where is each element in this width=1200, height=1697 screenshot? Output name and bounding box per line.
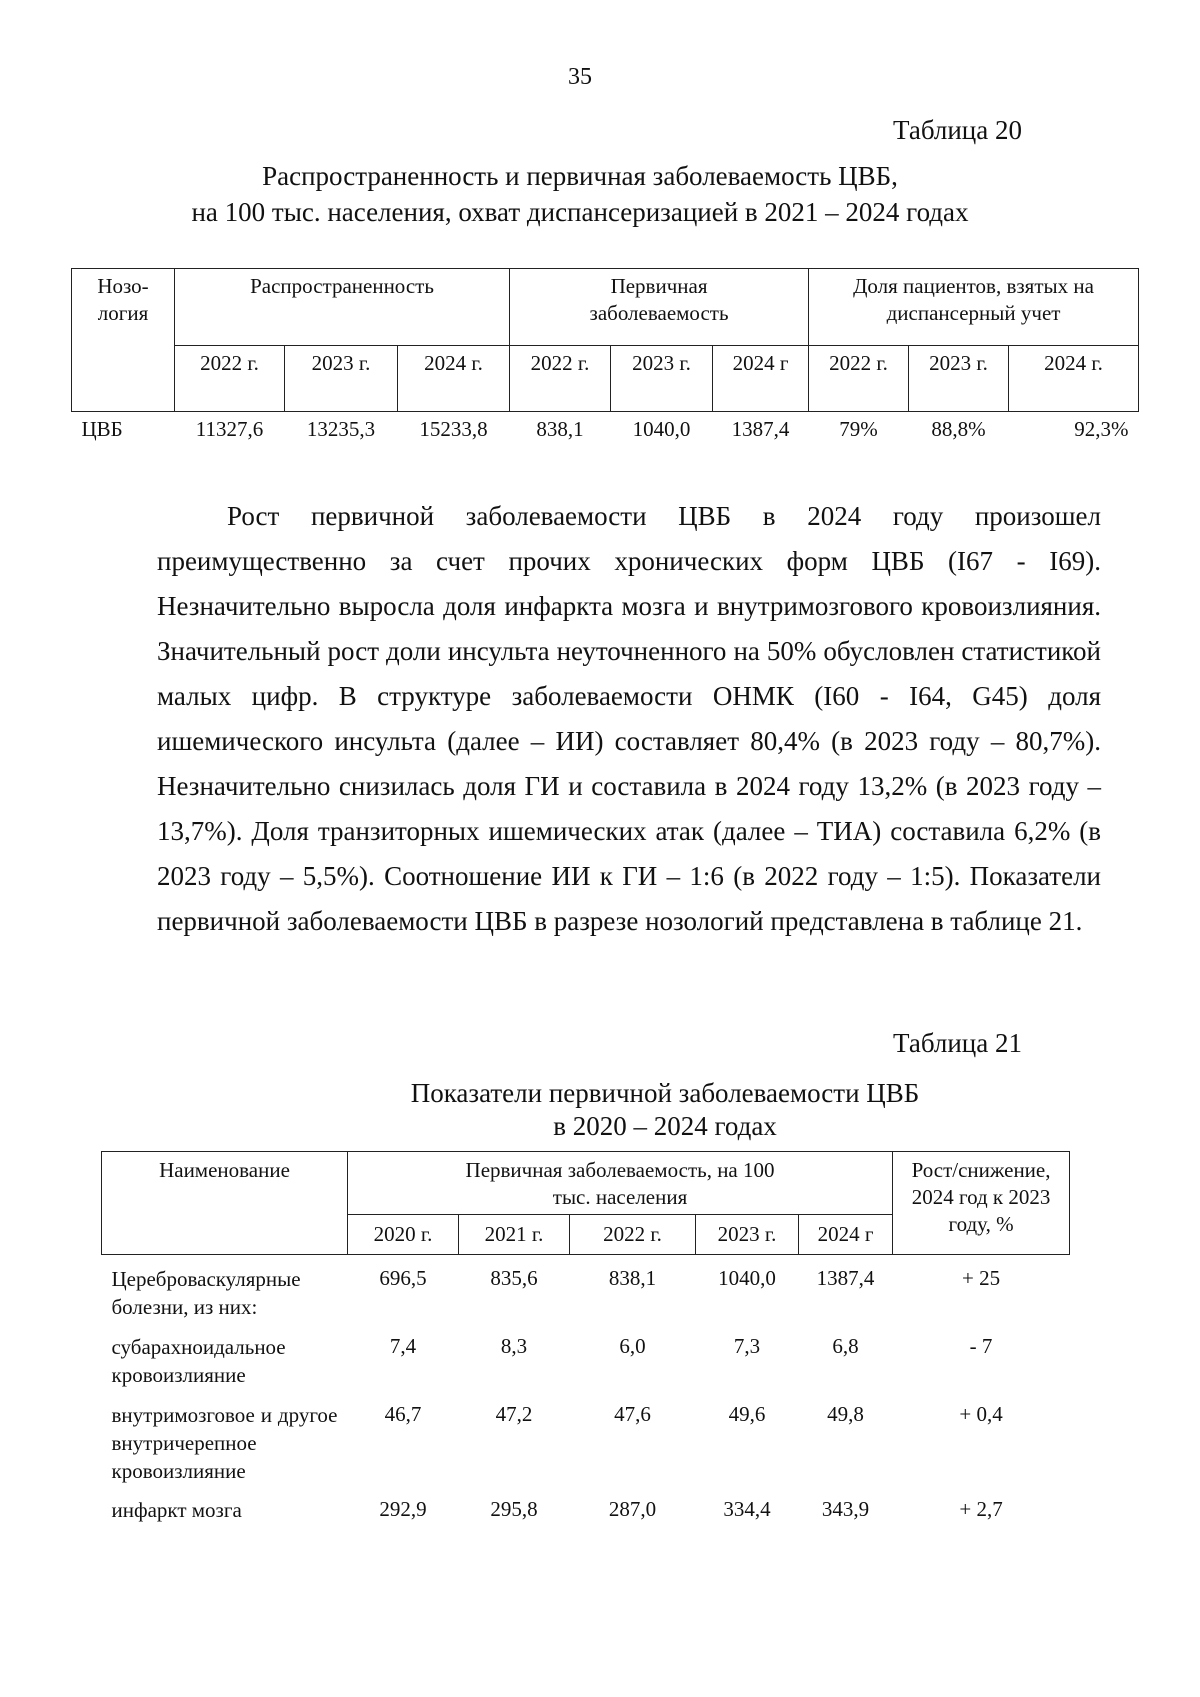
header-nosology: Нозо-логия: [72, 269, 175, 412]
table-cell: + 25: [962, 1266, 1001, 1290]
row-label: ЦВБ: [81, 417, 123, 441]
table-cell: 343,9: [821, 1496, 870, 1521]
year-cell: 2024 г: [713, 346, 809, 412]
header-prevalence: Распространенность: [175, 269, 510, 346]
table-cell: 11327,6: [195, 417, 264, 441]
table-cell: 88,8%: [931, 417, 986, 441]
table-row: [102, 1323, 1070, 1391]
table-cell: 287,0: [608, 1496, 657, 1521]
header-change: Рост/снижение, 2024 год к 2023 году, %: [893, 1152, 1070, 1255]
table-cell: 49,8: [827, 1401, 864, 1426]
table-cell: 1387,4: [731, 417, 790, 441]
table-cell: 7,3: [733, 1333, 761, 1358]
year-cell: 2022 г.: [510, 346, 611, 412]
table20-title-line1: Распространенность и первичная заболеваемость ЦВБ,: [262, 161, 898, 191]
table-cell: 47,2: [495, 1401, 533, 1426]
year-cell: 2023 г.: [696, 1215, 799, 1255]
year-cell: 2022 г.: [175, 346, 285, 412]
year-cell: 2023 г.: [285, 346, 398, 412]
header-share: Доля пациентов, взятых на диспансерный учет: [809, 269, 1139, 346]
year-cell: 2020 г.: [348, 1215, 459, 1255]
header-primary: Первичная заболеваемость, на 100 тыс. населения: [348, 1152, 893, 1215]
table20: [71, 268, 1139, 443]
table-cell: - 7: [969, 1333, 993, 1358]
table-row: [102, 1391, 1070, 1486]
table20-label: Таблица 20: [893, 115, 1022, 145]
table-cell: 15233,8: [419, 417, 488, 441]
year-cell: 2021 г.: [459, 1215, 570, 1255]
row-label: Цереброваскулярные болезни, из них:: [111, 1267, 301, 1319]
table-cell: 1387,4: [816, 1266, 875, 1290]
table-row: [102, 1486, 1070, 1526]
year-cell: 2024 г: [799, 1215, 893, 1255]
table-cell: 1040,0: [718, 1266, 776, 1290]
table-cell: 292,9: [379, 1496, 427, 1521]
table-cell: 8,3: [500, 1333, 528, 1358]
row-label: внутримозговое и другое внутричерепное кровоизлияние: [111, 1402, 338, 1483]
year-cell: 2024 г.: [398, 346, 510, 412]
table-cell: 79%: [839, 417, 878, 441]
table-cell: 46,7: [384, 1401, 422, 1426]
year-cell: 2023 г.: [611, 346, 713, 412]
table-cell: 838,1: [608, 1266, 657, 1290]
row-label: инфаркт мозга: [111, 1497, 242, 1522]
table-cell: 295,8: [490, 1496, 538, 1521]
year-cell: 2023 г.: [909, 346, 1009, 412]
table21-title-line1: Показатели первичной заболеваемости ЦВБ: [410, 1078, 920, 1108]
table-row: [72, 412, 1139, 444]
row-label: субарахноидальное кровоизлияние: [111, 1334, 286, 1387]
table-cell: 838,1: [536, 417, 584, 441]
table-cell: + 0,4: [959, 1401, 1003, 1426]
table-cell: 7,4: [389, 1333, 417, 1358]
page-number: 35: [568, 64, 592, 90]
header-primary: Первичная заболеваемость: [510, 269, 809, 346]
table-row: [102, 1255, 1070, 1323]
table-cell: + 2,7: [959, 1496, 1003, 1521]
table21-title-line2: в 2020 – 2024 годах: [553, 1111, 777, 1141]
table21: [101, 1151, 1070, 1526]
table21-label: Таблица 21: [893, 1028, 1022, 1058]
table-cell: 6,0: [619, 1333, 646, 1358]
year-cell: 2024 г.: [1009, 346, 1139, 412]
table-cell: 13235,3: [306, 417, 376, 441]
year-cell: 2022 г.: [809, 346, 909, 412]
table-cell: 6,8: [832, 1333, 859, 1358]
table-cell: 92,3%: [1074, 417, 1129, 441]
header-name: Наименование: [102, 1152, 348, 1255]
table20-title-line2: на 100 тыс. населения, охват диспансеризацией в 2021 – 2024 годах: [191, 197, 969, 227]
year-cell: 2022 г.: [570, 1215, 696, 1255]
table-cell: 835,6: [490, 1266, 538, 1290]
table-cell: 1040,0: [632, 417, 691, 441]
table-cell: 47,6: [614, 1401, 651, 1426]
table-cell: 334,4: [723, 1496, 771, 1521]
table-cell: 49,6: [728, 1401, 766, 1426]
table-cell: 696,5: [379, 1266, 427, 1290]
body-paragraph: Рост первичной заболеваемости ЦВБ в 2024 году произошел преимущественно за счет прочих хронических форм ЦВБ (I67 - I69). Незначительно выросла доля инфаркта мозга и внутримозгового кровоизлияния. Значительный рост доли инсульта неуточненного на 50% обусловлен статистикой малых цифр. В структуре заболеваемости ОНМК (I60 - I64, G45) доля ишемического инсульта (далее – ИИ) составляет 80,4% (в 2023 году – 80,7%). Незначительно снизилась доля ГИ и составила в 2024 году 13,2% (в 2023 году – 13,7%). Доля транзиторных ишемических атак (далее – ТИА) составила 6,2% (в 2023 году – 5,5%). Соотношение ИИ к ГИ – 1:6 (в 2022 году – 1:5). Показатели первичной заболеваемости ЦВБ в разрезе нозологий представлена в таблице 21.: [157, 501, 1101, 936]
